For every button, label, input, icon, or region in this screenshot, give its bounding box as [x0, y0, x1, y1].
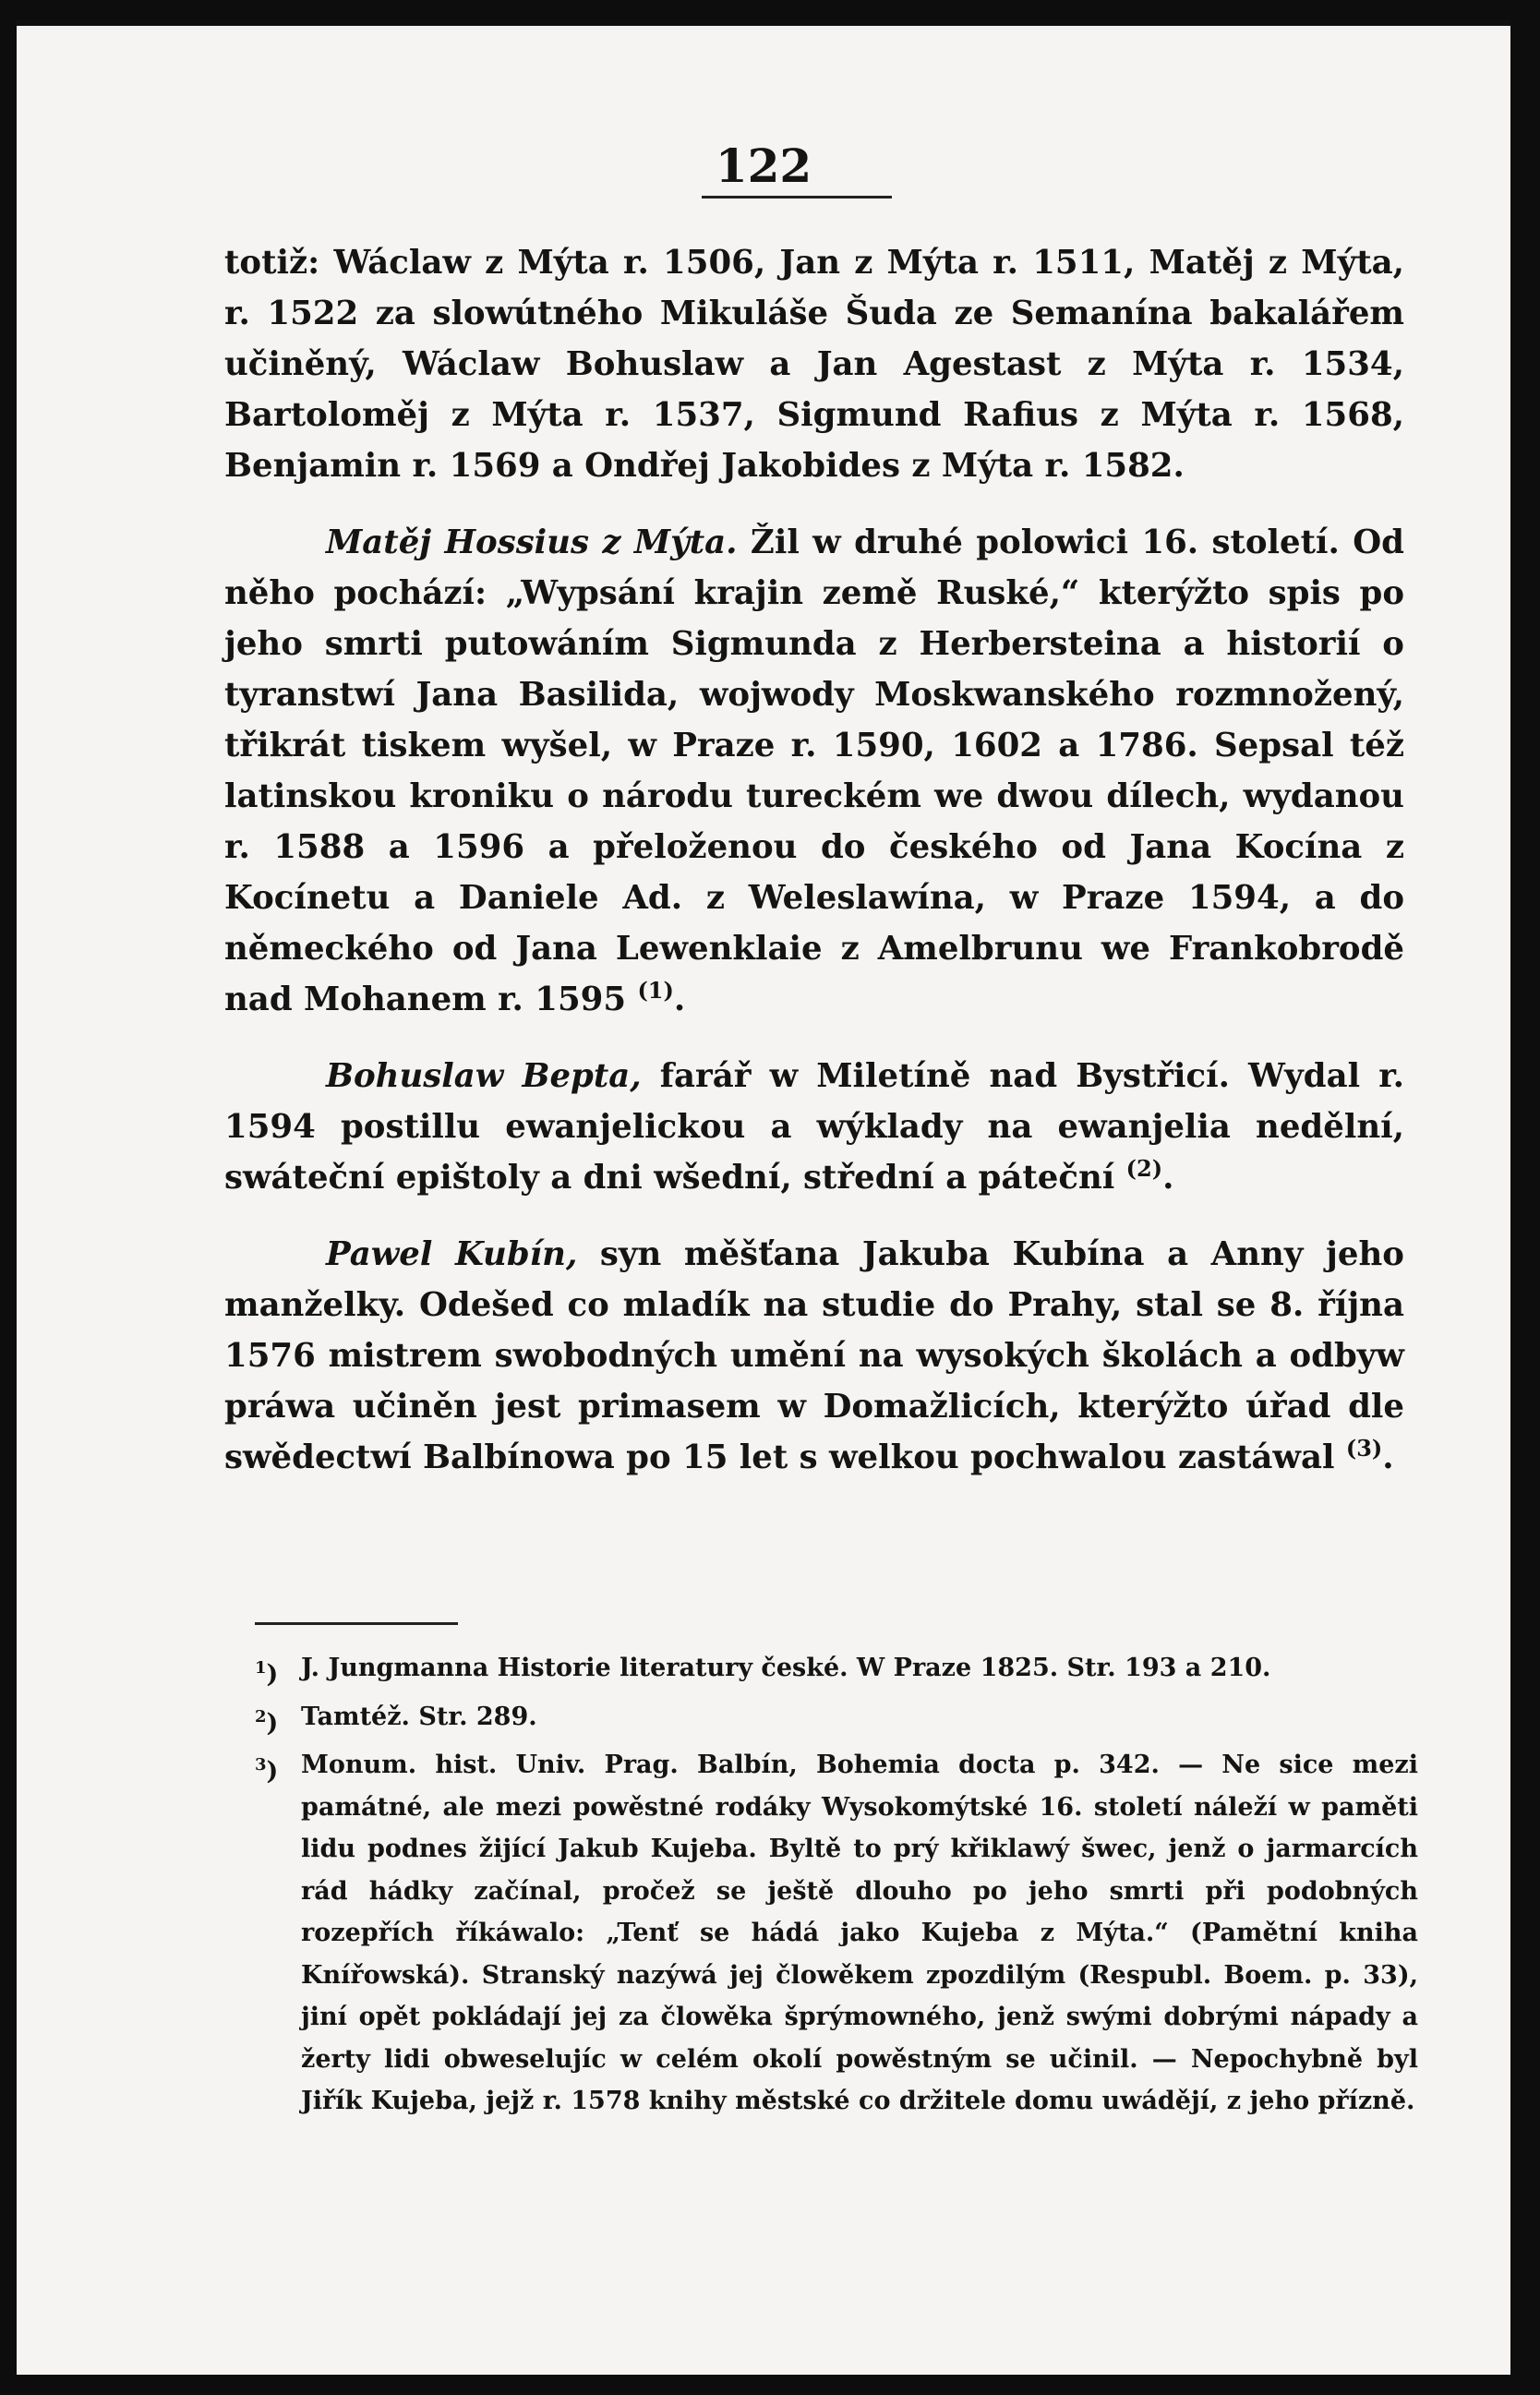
paragraph-hossius [224, 517, 1404, 1025]
footnote-text: Monum. hist. Univ. Prag. Balbín, Bohemia docta p. 342. — Ne sice mezi památné, ale mezi powěstné rodáky Wysokomýtské 16. století náleží w paměti lidu podnes žijící Jakub Kujeba. Byltě to prý křiklawý šwec, jenž o jarmarcích rád hádky začínal, pročež se ještě dlouho po jeho smrti při podobných rozepřích říkáwalo: „Tenť se hádá jako Kujeba z Mýta.“ (Pamětní kniha Knířowská). Stranský nazýwá jej člowěkem zpozdilým (Respubl. Boem. p. 33), jiní opět pokládají jej za člowěka šprýmowného, jenž swými dobrými nápady a žerty lidi obweselujíc w celém okolí powěstným se učinil. — Nepochybně byl Jiřík Kujeba, jejž r. 1578 knihy městské co držitele domu uwádějí, z jeho přízně. [301, 1751, 1418, 2115]
person-name: Bohuslaw Bepta, [326, 1057, 642, 1095]
footnote-ref: ( [1345, 1435, 1357, 1462]
paragraph-tail: . [673, 981, 686, 1018]
footnote [255, 1696, 1418, 1745]
footnote-text: Tamtéž. Str. 289. [301, 1702, 537, 1731]
paragraph-continuation [224, 237, 1404, 491]
footnote-ref-close: ) [1151, 1155, 1163, 1183]
footnote-ref: ( [637, 977, 648, 1005]
footnote-ref-number: 2 [1137, 1155, 1152, 1183]
person-name: Matěj Hossius z Mýta. [326, 524, 738, 561]
person-name: Pawel Kubín, [326, 1235, 578, 1273]
footnote-ref: ( [1125, 1155, 1137, 1183]
footnotes [255, 1647, 1418, 2123]
footnote [255, 1647, 1418, 1696]
paragraph-tail: . [1162, 1159, 1174, 1197]
book-page [17, 20, 1510, 2375]
footnote-text: J. Jungmanna Historie literatury české. W Praze 1825. Str. 193 a 210. [301, 1654, 1271, 1682]
footnote-mark: $^1$) [255, 1658, 279, 1689]
paragraph-tail: . [1382, 1438, 1394, 1476]
paragraph-text: Žil w druhé polowici 16. století. Od něho pochází: „Wypsání krajin země Ruské,“ kterýžto spis po jeho smrti putowáním Sigmunda z Herbersteina a historií o tyranstwí Jana Basilida, wojwody Moskwanského rozmnožený, třikrát tiskem wyšel, w Praze r. 1590, 1602 a 1786. Sepsal též latinskou kroniku o národu tureckém we dwou dílech, wydanou r. 1588 a 1596 a přeloženou do českého od Jana Kocína z Kocínetu a Daniele Ad. z Weleslawína, w Praze 1594, a do německého od Jana Lewenklaie z Amelbrunu we Frankobrodě nad Mohanem r. 1595 [224, 524, 1404, 1018]
footnote-ref-number: 3 [1356, 1435, 1372, 1462]
paragraph-text: totiž: Wáclaw z Mýta r. 1506, Jan z Mýta r. 1511, Matěj z Mýta, r. 1522 za slowútného Mikuláše Šuda ze Semanína bakalářem učiněný, Wáclaw Bohuslaw a Jan Agestast z Mýta r. 1534, Bartoloměj z Mýta r. 1537, Sigmund Rafius z Mýta r. 1568, Benjamin r. 1569 a Ondřej Jakobides z Mýta r. 1582. [224, 244, 1404, 485]
footnote [255, 1744, 1418, 2123]
scan-border [17, 20, 1510, 26]
paragraph-text: syn měšťana Jakuba Kubína a Anny jeho manželky. Odešed co mladík na studie do Prahy, stal se 8. října 1576 mistrem swobodných umění na wysokých školách a odbyw práwa učiněn jest primasem w Domažlicích, kterýžto úřad dle swědectwí Balbínowa po 15 let s welkou pochwalou zastáwal [224, 1235, 1404, 1476]
paragraph-bepta [224, 1051, 1404, 1203]
footnote-mark: $^3$) [255, 1755, 279, 1786]
footnote-ref-number: 1 [647, 977, 664, 1005]
paragraph-text: farář w Miletíně nad Bystřicí. Wydal r. 1594 postillu ewanjelickou a wýklady na ewanjelia nedělní, swáteční epištoly a dni wšední, střední a páteční [224, 1057, 1404, 1197]
footnote-ref-close: ) [1371, 1435, 1383, 1462]
footnote-ref-close: ) [663, 977, 674, 1005]
footnote-mark: $^2$) [255, 1706, 279, 1738]
main-text [224, 237, 1404, 1483]
header-rule [702, 196, 892, 199]
footnote-rule [255, 1622, 458, 1625]
paragraph-kubin [224, 1229, 1404, 1483]
page-number: 122 [715, 138, 812, 193]
